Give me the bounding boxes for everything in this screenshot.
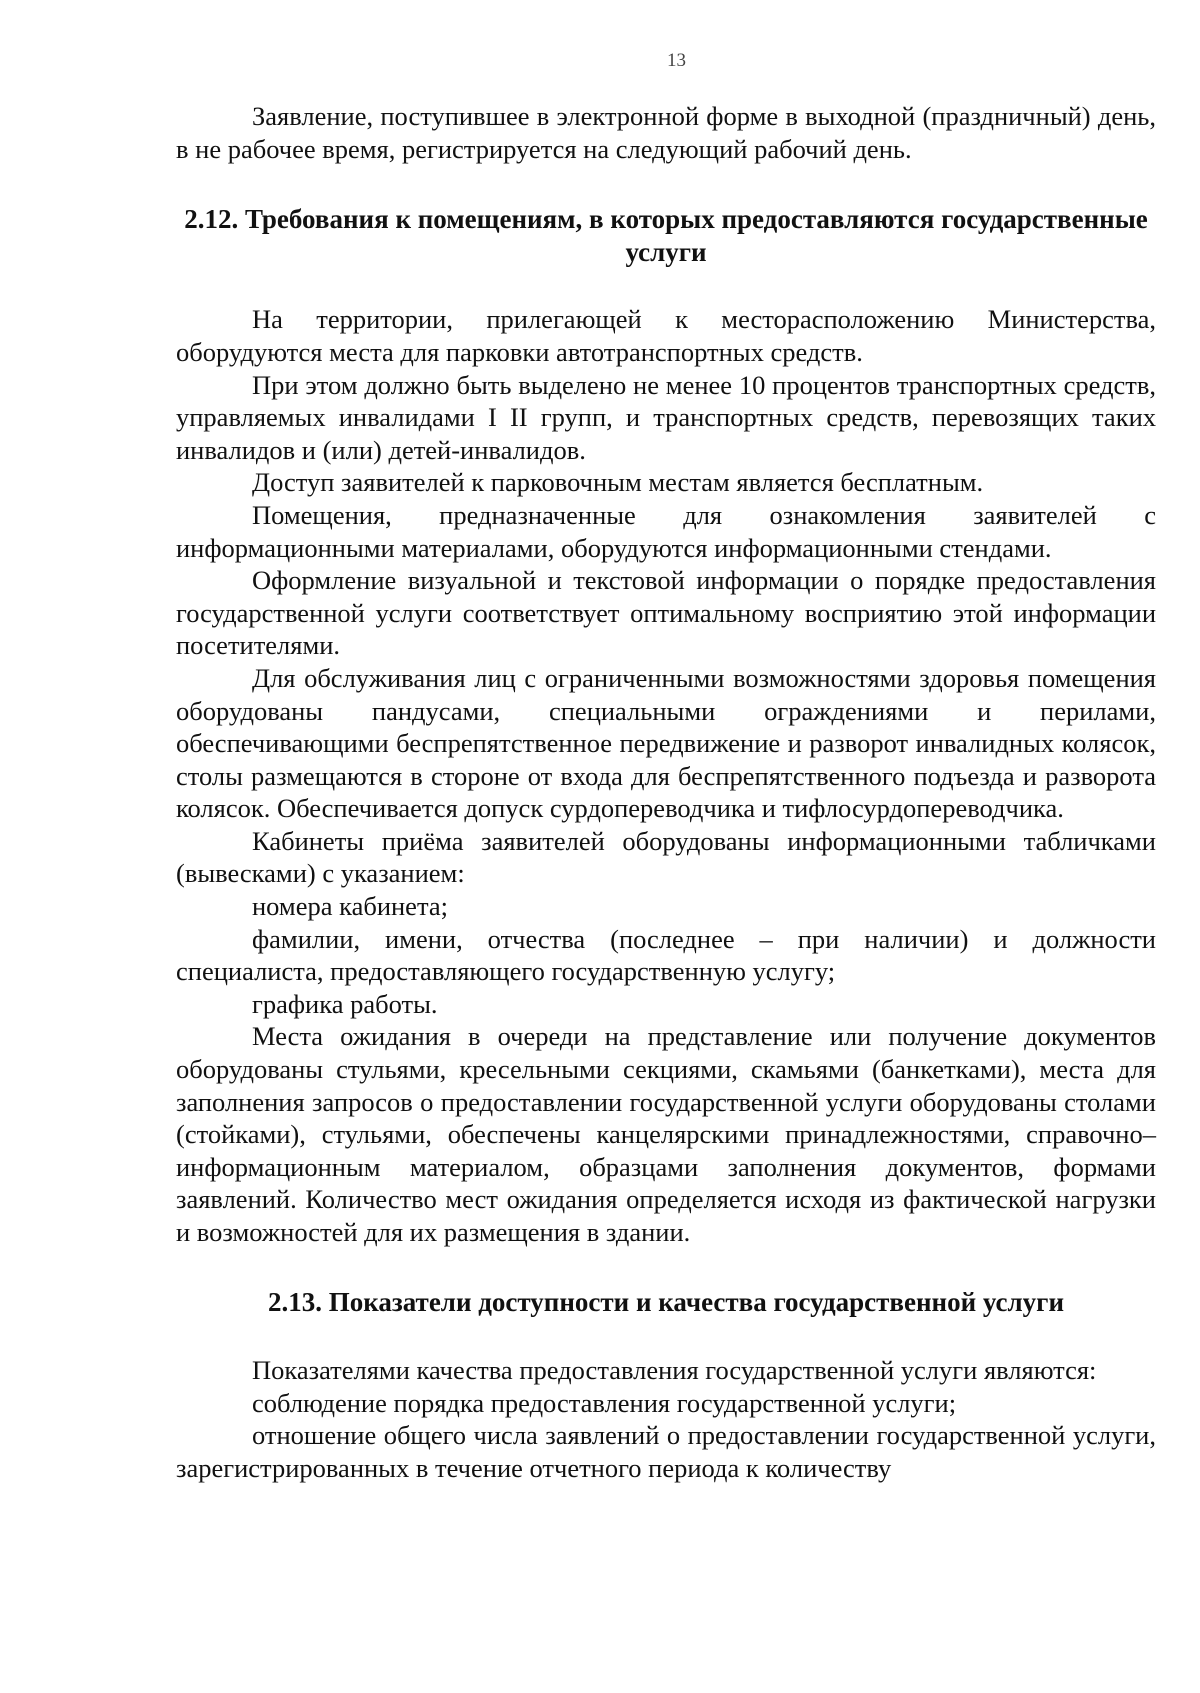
document-body <box>176 100 1156 1485</box>
paragraph: Помещения, предназначенные для ознакомления заявителей с информационными материалами, оборудуются информационными стендами. <box>176 499 1156 563</box>
list-item: графика работы. <box>252 988 438 1019</box>
paragraph: На территории, прилегающей к месторасположению Министерства, оборудуются места для парковки автотранспортных средств. <box>176 304 1156 367</box>
paragraph: При этом должно быть выделено не менее 10 процентов транспортных средств, управляемых инвалидами I II групп, и транспортных средств, перевозящих таких инвалидов и (или) детей-инвалидов. <box>176 369 1156 465</box>
paragraph: отношение общего числа заявлений о предоставлении государственной услуги, зарегистрированных в течение отчетного периода к количеству <box>176 1420 1156 1483</box>
paragraph: Показателями качества предоставления государственной услуги являются: <box>252 1355 1097 1386</box>
section-heading-2-12: 2.12. Требования к помещениям, в которых предоставляются государственные услуги <box>184 204 1148 267</box>
list-item: фамилии, имени, отчества (последнее – при наличии) и должности специалиста, предоставляющего государственную услугу; <box>176 923 1156 987</box>
paragraph: Доступ заявителей к парковочным местам является бесплатным. <box>252 467 984 498</box>
paragraph: Оформление визуальной и текстовой информации о порядке предоставления государственной услуги соответствует оптимальному восприятию этой информации посетителями. <box>176 565 1156 661</box>
paragraph: соблюдение порядка предоставления государственной услуги; <box>252 1387 957 1418</box>
section-heading-2-13: 2.13. Показатели доступности и качества государственной услуги <box>268 1286 1064 1317</box>
intro-paragraph: Заявление, поступившее в электронной форме в выходной (праздничный) день, в не рабочее время, регистрируется на следующий рабочий день. <box>176 101 1156 164</box>
list-item: номера кабинета; <box>252 891 448 922</box>
page-number: 13 <box>667 50 686 71</box>
paragraph: Места ожидания в очереди на представление или получение документов оборудованы стульями, кресельными секциями, скамьями (банкетками), места для заполнения запросов о предоставлении государственной услуги оборудованы столами (стойками), стульями, обеспечены канцелярскими принадлежностями, справочно–информационным материалом, образцами заполнения документов, формами заявлений. Количество мест ожидания определяется исходя из фактической нагрузки и возможностей для их размещения в здании. <box>176 1021 1156 1247</box>
paragraph: Для обслуживания лиц с ограниченными возможностями здоровья помещения оборудованы пандусами, специальными ограждениями и перилами, обеспечивающими беспрепятственное передвижение и разворот инвалидных колясок, столы размещаются в стороне от входа для беспрепятственного подъезда и разворота колясок. Обеспечивается допуск сурдопереводчика и тифлосурдопереводчика. <box>176 662 1156 824</box>
paragraph: Кабинеты приёма заявителей оборудованы информационными табличками (вывесками) с указанием: <box>176 825 1156 889</box>
